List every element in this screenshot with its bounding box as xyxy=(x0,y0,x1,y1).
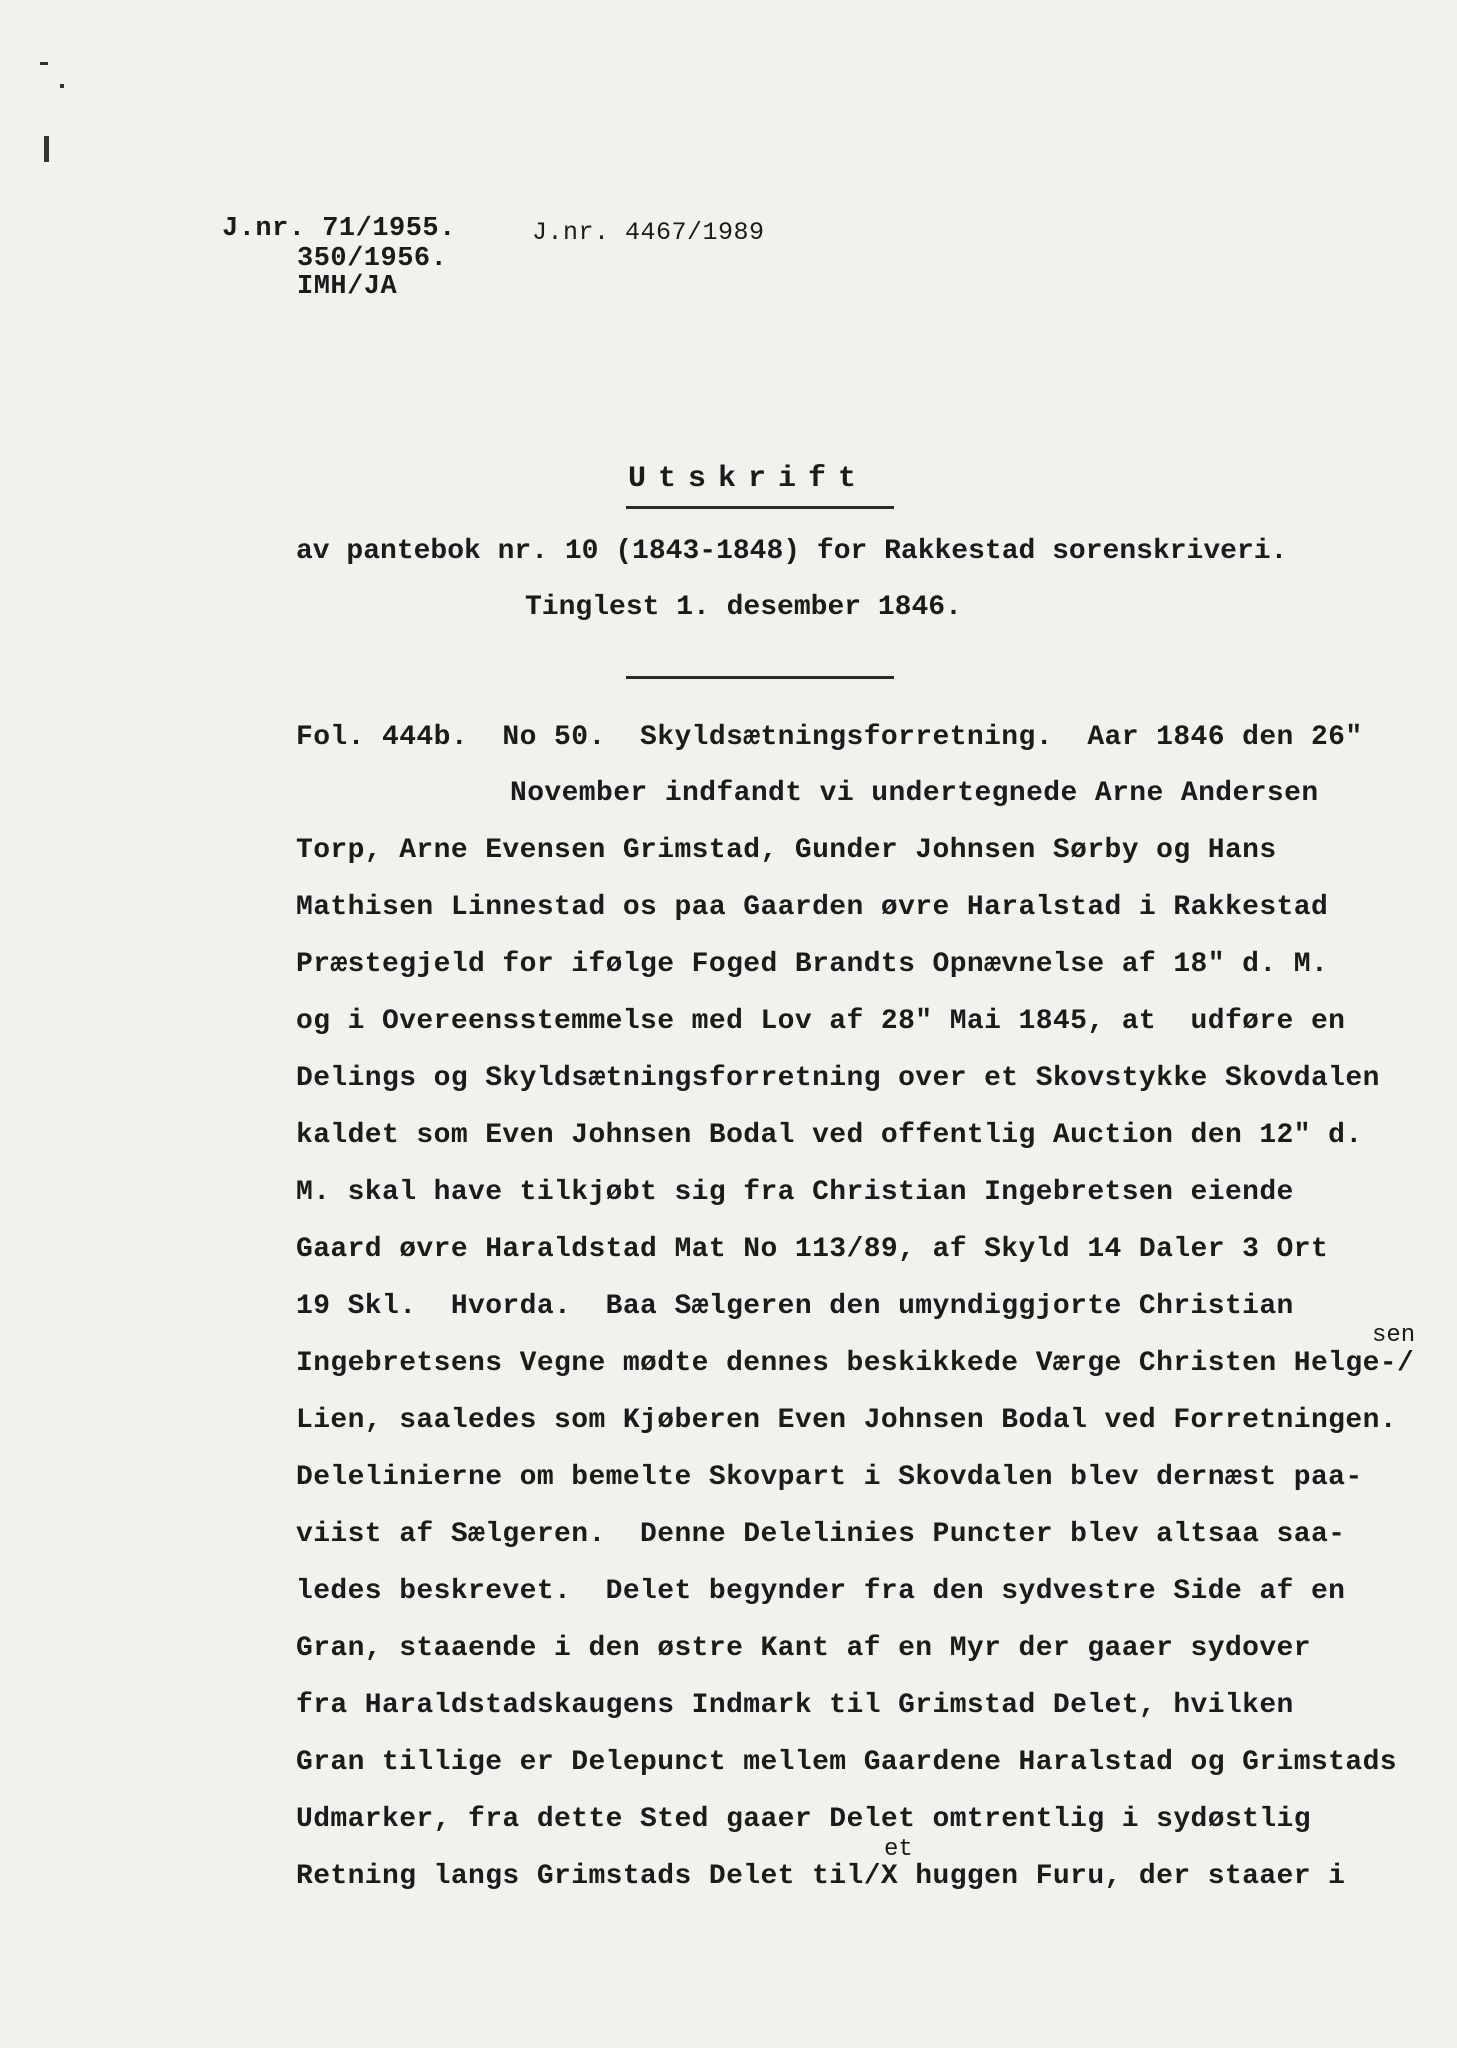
text-line: Gran, staaende i den østre Kant af en Myr der gaaer sydover xyxy=(296,1633,1311,1664)
subtitle-register: av pantebok nr. 10 (1843-1848) for Rakkestad sorenskriveri. xyxy=(296,536,1288,567)
text-line: kaldet som Even Johnsen Bodal ved offentlig Auction den 12" d. xyxy=(296,1120,1363,1151)
scan-edge-mark xyxy=(44,136,49,162)
text-line: fra Haraldstadskaugens Indmark til Grimstad Delet, hvilken xyxy=(296,1690,1294,1721)
text-line: Fol. 444b. No 50. Skyldsætningsforretning. Aar 1846 den 26" xyxy=(296,722,1363,753)
interlinear-insert-sen: sen xyxy=(1372,1322,1416,1349)
text-line: Udmarker, fra dette Sted gaaer Delet omtrentlig i sydøstlig xyxy=(296,1804,1311,1835)
document-title: Utskrift xyxy=(628,462,869,496)
text-line: Delings og Skyldsætningsforretning over et Skovstykke Skovdalen xyxy=(296,1063,1380,1094)
scan-edge-mark xyxy=(60,84,64,88)
title-underline xyxy=(626,506,894,509)
journal-number-1955: J.nr. 71/1955. xyxy=(222,214,456,244)
text-line: November indfandt vi undertegnede Arne Andersen xyxy=(510,778,1319,809)
interlinear-insert-et: et xyxy=(884,1836,913,1863)
text-line: og i Overeensstemmelse med Lov af 28" Mai 1845, at udføre en xyxy=(296,1006,1346,1037)
initials: IMH/JA xyxy=(297,272,398,302)
scan-edge-mark xyxy=(40,62,48,65)
text-line: Delelinierne om bemelte Skovpart i Skovdalen blev dernæst paa- xyxy=(296,1462,1363,1493)
text-line: Torp, Arne Evensen Grimstad, Gunder Johnsen Sørby og Hans xyxy=(296,835,1277,866)
journal-number-1989: J.nr. 4467/1989 xyxy=(532,218,765,247)
text-line: viist af Sælgeren. Denne Delelinies Puncter blev altsaa saa- xyxy=(296,1519,1346,1550)
journal-number-1956: 350/1956. xyxy=(297,244,448,274)
text-line: Præstegjeld for ifølge Foged Brandts Opnævnelse af 18" d. M. xyxy=(296,949,1329,980)
text-line: M. skal have tilkjøbt sig fra Christian Ingebretsen eiende xyxy=(296,1177,1294,1208)
subtitle-registration-date: Tinglest 1. desember 1846. xyxy=(525,592,962,623)
text-line: Lien, saaledes som Kjøberen Even Johnsen Bodal ved Forretningen. xyxy=(296,1405,1397,1436)
section-divider xyxy=(626,676,894,679)
text-line: Gran tillige er Delepunct mellem Gaardene Haralstad og Grimstads xyxy=(296,1747,1397,1778)
text-line: Gaard øvre Haraldstad Mat No 113/89, af Skyld 14 Daler 3 Ort xyxy=(296,1234,1329,1265)
text-line: 19 Skl. Hvorda. Baa Sælgeren den umyndiggjorte Christian xyxy=(296,1291,1294,1322)
text-line: Ingebretsens Vegne mødte dennes beskikkede Værge Christen Helge-/ xyxy=(296,1348,1415,1379)
text-line: Retning langs Grimstads Delet til/X huggen Furu, der staaer i xyxy=(296,1861,1346,1892)
text-line: ledes beskrevet. Delet begynder fra den sydvestre Side af en xyxy=(296,1576,1346,1607)
text-line: Mathisen Linnestad os paa Gaarden øvre Haralstad i Rakkestad xyxy=(296,892,1329,923)
